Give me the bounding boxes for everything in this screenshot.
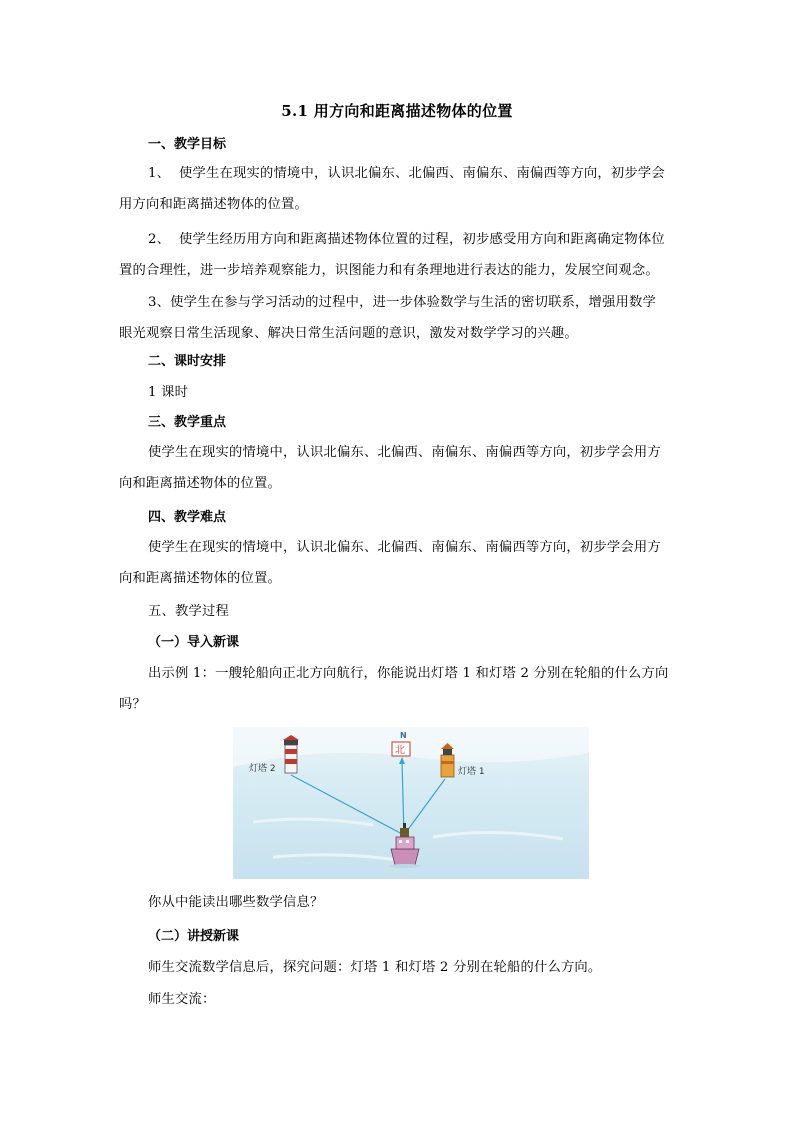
section-heading-process: 五、教学过程 <box>148 604 229 619</box>
page-title: 5.1 用方向和距离描述物体的位置 <box>281 102 513 120</box>
north-label: 北 <box>395 745 405 756</box>
tower1-label: 灯塔 1 <box>458 767 485 777</box>
goal-3 <box>119 287 675 349</box>
question-text: 你从中能读出哪些数学信息？ <box>148 895 324 910</box>
difficulty-line2: 向和距离描述物体的位置。 <box>119 571 281 586</box>
goal-1-text-line1: 使学生在现实的情境中，认识北偏东、北偏西、南偏东、南偏西等方向，初步学会 <box>179 166 665 181</box>
tower1-icon <box>441 743 454 777</box>
lighthouse-ship-figure <box>233 727 589 879</box>
tower2-icon <box>283 735 299 773</box>
key-point-line2: 向和距离描述物体的位置。 <box>119 476 281 491</box>
goal-2-text-line2: 置的合理性，进一步培养观察能力，识图能力和有条理地进行表达的能力，发展空间观念。 <box>119 263 659 278</box>
example-line2: 吗？ <box>119 697 146 712</box>
goal-3-text-line2: 眼光观察日常生活现象、解决日常生活问题的意识，激发对数学学习的兴趣。 <box>119 326 578 341</box>
discuss-text: 师生交流： <box>148 992 216 1007</box>
goal-1-number: 1、 <box>148 166 171 181</box>
goal-1 <box>119 158 675 220</box>
goal-2 <box>119 224 675 286</box>
schedule-text: 1 课时 <box>148 385 189 400</box>
subsection-heading-new-lesson: （二）讲授新课 <box>148 929 240 944</box>
goal-3-text-line1: 3、使学生在参与学习活动的过程中，进一步体验数学与生活的密切联系，增强用数学 <box>148 295 657 310</box>
section-heading-goals: 一、教学目标 <box>148 137 227 152</box>
goal-2-text-line1: 使学生经历用方向和距离描述物体位置的过程，初步感受用方向和距离确定物体位 <box>179 232 665 247</box>
section-heading-key-points: 三、教学重点 <box>148 415 227 430</box>
section-heading-difficulty: 四、教学难点 <box>148 510 227 525</box>
key-point-line1: 使学生在现实的情境中，认识北偏东、北偏西、南偏东、南偏西等方向，初步学会用方 <box>148 445 661 460</box>
north-letter: N <box>400 731 407 740</box>
example-line1: 出示例 1：一艘轮船向正北方向航行，你能说出灯塔 1 和灯塔 2 分别在轮船的什么方向 <box>148 666 669 681</box>
explore-text: 师生交流数学信息后，探究问题：灯塔 1 和灯塔 2 分别在轮船的什么方向。 <box>148 960 602 975</box>
example-paragraph <box>119 658 675 720</box>
figure-svg <box>233 727 589 879</box>
tower2-label: 灯塔 2 <box>249 764 276 774</box>
key-point-paragraph <box>119 437 675 499</box>
difficulty-line1: 使学生在现实的情境中，认识北偏东、北偏西、南偏东、南偏西等方向，初步学会用方 <box>148 540 661 555</box>
difficulty-paragraph <box>119 532 675 594</box>
subsection-heading-intro: （一）导入新课 <box>148 635 240 650</box>
goal-2-number: 2、 <box>148 232 171 247</box>
goal-1-text-line2: 用方向和距离描述物体的位置。 <box>119 197 308 212</box>
section-heading-schedule: 二、课时安排 <box>148 354 227 369</box>
